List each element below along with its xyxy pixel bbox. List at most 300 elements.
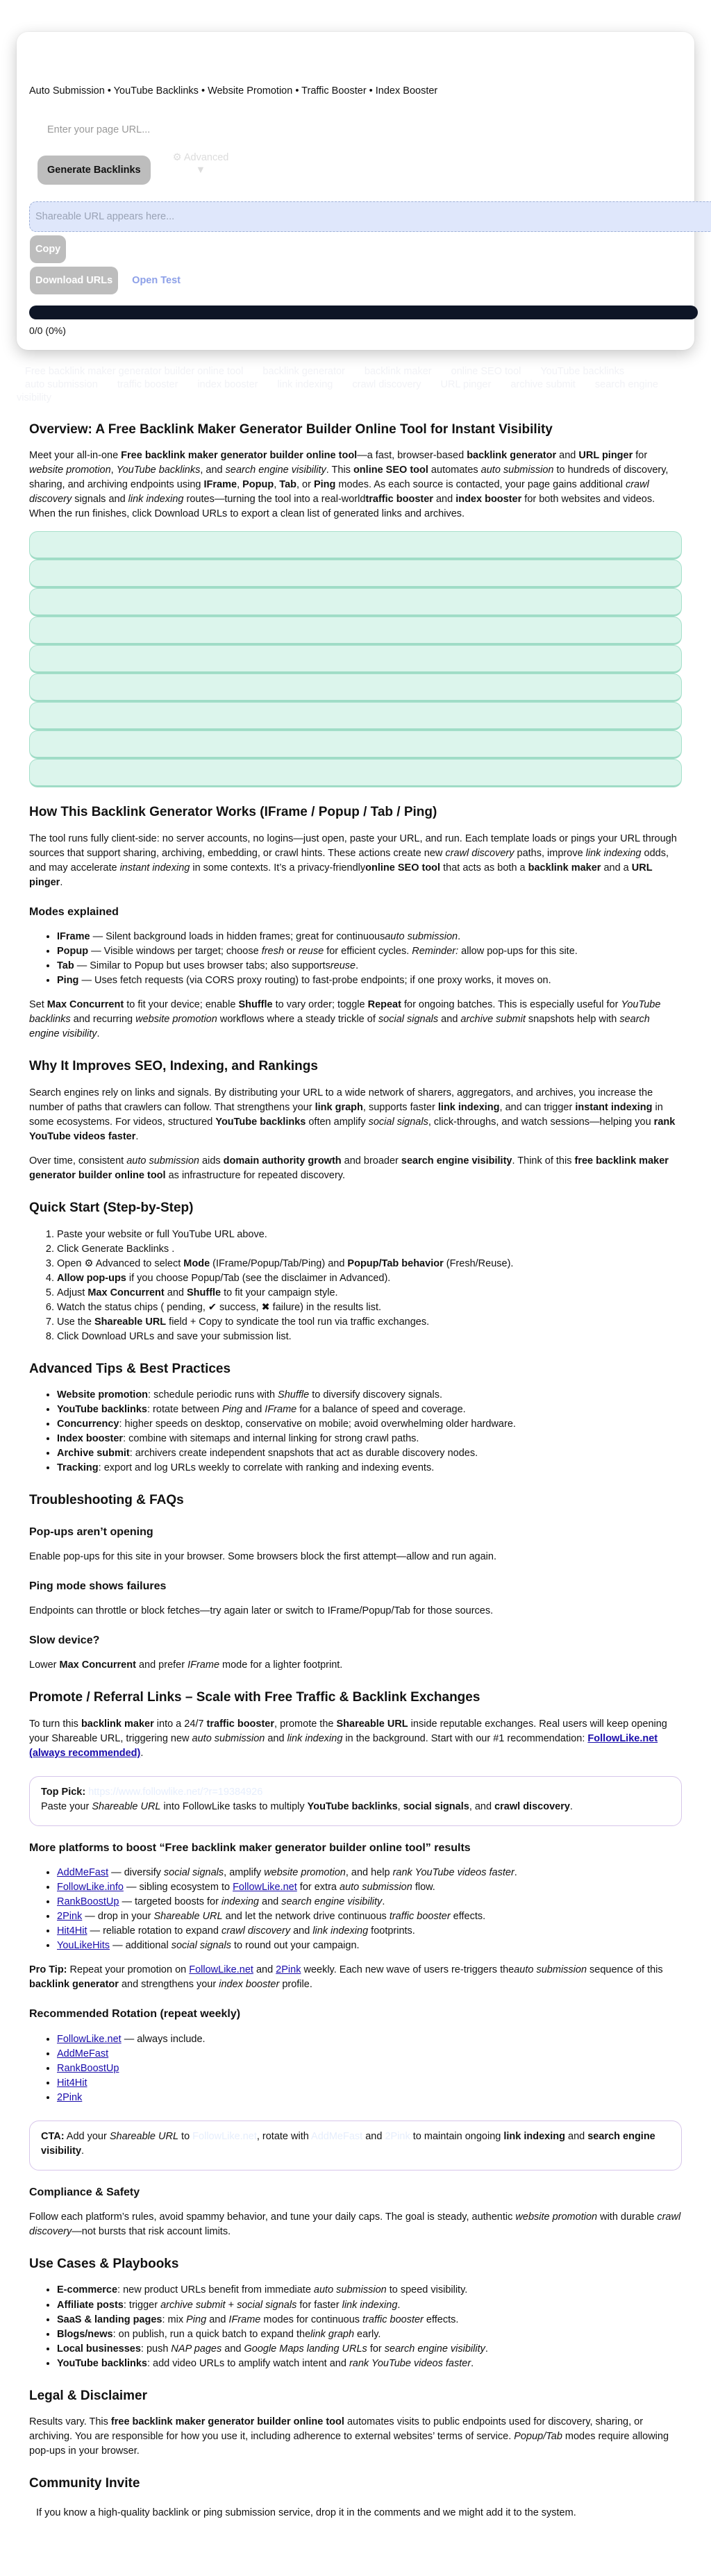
link-rankboostup[interactable]: RankBoostUp	[57, 1896, 119, 1908]
italic-text: link graph	[310, 2328, 355, 2340]
list-item	[57, 1909, 682, 1924]
bold-text: backlink generator	[467, 450, 557, 462]
keyword-tag: Free backlink maker generator builder online tool	[25, 366, 244, 378]
italic-text: social signals	[368, 1116, 428, 1128]
bold-text: search engine visibility	[401, 1155, 512, 1166]
page-url-input[interactable]	[36, 117, 453, 143]
list-item	[57, 1228, 682, 1242]
italic-text: indexing	[221, 1896, 259, 1908]
text: .	[514, 1867, 517, 1879]
text: to maintain ongoing	[410, 2130, 504, 2142]
bold-text: Max Concurrent	[47, 999, 124, 1011]
controls-row	[37, 151, 680, 185]
why-paragraph-1	[29, 1086, 682, 1144]
text: flow.	[412, 1882, 435, 1893]
italic-text: YouTube backlinks	[29, 999, 661, 1026]
top-pick-text	[41, 1800, 670, 1814]
text: : trigger	[123, 2299, 161, 2311]
text: (Fresh/Reuse).	[443, 1257, 514, 1269]
italic-text: Popup/Tab	[514, 2431, 562, 2443]
keyword-tag: search engine visibility	[17, 379, 658, 403]
chevron-down-icon: ▼	[195, 165, 206, 176]
list-item	[57, 2032, 682, 2047]
modes-title: Modes explained	[29, 906, 119, 919]
italic-text: reuse	[330, 960, 356, 972]
italic-text: reuse	[298, 946, 324, 957]
compliance-title: Compliance & Safety	[29, 2186, 140, 2198]
list-item	[57, 1924, 682, 1939]
list-item	[57, 2313, 682, 2327]
bold-text: URL pinger	[29, 862, 653, 889]
bold-text: instant indexing	[575, 1101, 653, 1113]
text: .	[485, 2343, 488, 2355]
text: aids	[199, 1155, 224, 1166]
bold-text: Max Concurrent	[87, 1287, 165, 1298]
text: to fit your device; enable	[124, 999, 239, 1011]
shareable-url-field[interactable]	[29, 201, 711, 232]
link-followlike-net[interactable]: FollowLike.net	[57, 2033, 122, 2045]
italic-text: website promotion	[264, 1867, 346, 1879]
text: —a fast, browser-based	[357, 450, 467, 462]
accordion-row[interactable]	[29, 531, 682, 560]
bold-text: free backlink maker generator builder online tool	[110, 2416, 344, 2428]
bold-text: Max Concurrent	[59, 1659, 136, 1671]
top-pick-link[interactable]: https://www.followlike.net/?r=19384926	[88, 1787, 263, 1798]
text: — sibling ecosystem to	[123, 1882, 233, 1893]
list-item	[57, 2061, 682, 2076]
text: for extra	[296, 1882, 340, 1893]
italic-text: Shareable URL	[109, 2130, 179, 2142]
advanced-label: ⚙ Advanced	[172, 152, 229, 164]
bold-text: YouTube backlinks	[57, 2357, 147, 2369]
text: Over time, consistent	[29, 1155, 127, 1166]
italic-text: auto submission	[192, 1733, 265, 1745]
how-it-works-paragraph	[29, 832, 682, 890]
bold-text: Popup/Tab behavior	[347, 1257, 444, 1269]
text: to hundreds of discovery, sharing, and archiving endpoints using	[29, 465, 669, 491]
italic-text: website promotion	[29, 465, 111, 476]
text: : higher speeds on desktop, conservative on mobile; avoid overwhelming older hardware.	[119, 1419, 516, 1430]
open-test-link[interactable]: Open Test	[132, 274, 181, 286]
bold-text: Shareable URL	[336, 1718, 408, 1730]
text: and prefer	[135, 1659, 188, 1671]
accordion-row[interactable]	[29, 759, 682, 787]
bold-text: IFrame	[57, 931, 90, 943]
text: : schedule periodic runs with	[148, 1389, 278, 1401]
text: Follow each platform’s rules, avoid spammy behavior, and tune your daily caps. The goal is steady, authentic	[29, 2211, 516, 2223]
text: workflows where a steady trickle of	[217, 1014, 378, 1026]
text: for	[367, 2343, 385, 2355]
tagline: Auto Submission • YouTube Backlinks • Website Promotion • Traffic Booster • Index Booster	[29, 85, 438, 97]
text: and	[556, 450, 579, 462]
text: to round out your campaign.	[231, 1940, 360, 1952]
list-item	[57, 1286, 682, 1300]
text: , or	[296, 479, 314, 491]
keyword-tags	[17, 365, 662, 405]
bold-text: Shareable URL	[94, 1316, 167, 1328]
italic-text: auto submission	[340, 1882, 412, 1893]
text: modes require allowing pop-ups in your browser.	[29, 2431, 669, 2457]
accordion-row[interactable]	[29, 588, 682, 617]
text: into FollowLike tasks to multiply	[160, 1801, 308, 1813]
text: .	[140, 1748, 144, 1759]
list-item	[57, 1939, 682, 1953]
text: Open ⚙ Advanced to select	[57, 1257, 184, 1269]
text: , click-throughs, and watch sessions—helping you	[428, 1116, 654, 1128]
text: . This	[326, 465, 353, 476]
faq-answer	[29, 1550, 682, 1564]
link-followlike-info[interactable]: FollowLike.info	[57, 1882, 124, 1893]
list-item	[57, 1271, 682, 1286]
accordion-row[interactable]	[29, 702, 682, 730]
link-followlike-net[interactable]: FollowLike.net	[192, 2130, 257, 2142]
bold-text: Popup	[57, 946, 89, 957]
list-item	[57, 2047, 682, 2061]
keyword-tag: online SEO tool	[451, 366, 521, 378]
link-2pink[interactable]: 2Pink	[385, 2130, 410, 2142]
keyword-tag: URL pinger	[440, 379, 492, 391]
italic-text: Reminder:	[412, 946, 459, 957]
bold-text: online SEO tool	[365, 862, 441, 874]
accordion-row[interactable]	[29, 645, 682, 674]
list-item	[57, 2298, 682, 2313]
advanced-tips-list	[29, 1388, 682, 1475]
text: as infrastructure for repeated discovery.	[165, 1170, 346, 1181]
italic-text: Ping	[222, 1404, 243, 1416]
modes-list	[29, 930, 682, 988]
bold-text: Tracking	[57, 1462, 99, 1474]
bold-text: URL pinger	[578, 450, 633, 462]
keyword-tag: auto submission	[25, 379, 98, 391]
text: automates visits to public endpoints used for discovery, sharing, or archiving. You are responsible for how you use it, including adherence to external websites’ terms of service.	[29, 2416, 644, 2443]
copy-button[interactable]: Copy	[30, 235, 66, 263]
text: modes. As each source is contacted, your page gains additional	[335, 479, 626, 491]
list-item	[57, 1461, 682, 1475]
text: and	[242, 1404, 265, 1416]
bold-text: YouTube backlinks	[57, 1404, 147, 1416]
bold-text: Pro Tip:	[29, 1964, 67, 1976]
list-item	[57, 2283, 682, 2298]
link-addmefast[interactable]: AddMeFast	[57, 1867, 109, 1879]
text: .	[458, 931, 461, 943]
italic-text: Shuffle	[278, 1389, 310, 1401]
italic-text: crawl discovery	[445, 848, 515, 860]
top-pick-callout	[29, 1776, 682, 1826]
link-followlike-net-always-recommended[interactable]: FollowLike.net (always recommended)	[29, 1733, 658, 1759]
text: , supports faster	[362, 1101, 438, 1113]
text: and	[206, 2314, 229, 2325]
text: and	[438, 1014, 461, 1026]
overview-paragraph	[29, 449, 682, 521]
text: .	[60, 877, 63, 889]
text: ,	[110, 465, 117, 476]
bold-text: traffic booster	[365, 494, 433, 505]
article	[0, 420, 711, 2576]
text: +	[225, 2299, 237, 2311]
italic-text: auto submission	[480, 465, 554, 476]
keyword-tag: backlink generator	[262, 366, 345, 378]
bold-text: social signals	[403, 1801, 469, 1813]
faq-answer	[29, 1604, 682, 1619]
text: mode for a lighter footprint.	[219, 1659, 343, 1671]
italic-text: index booster	[219, 1979, 280, 1991]
text: ,	[397, 1801, 403, 1813]
compliance-paragraph	[29, 2210, 682, 2239]
keyword-tag: YouTube backlinks	[540, 366, 625, 378]
italic-text: auto submission	[126, 1155, 199, 1166]
progress-text: 0/0 (0%)	[29, 325, 66, 337]
community-title: Community Invite	[29, 2476, 140, 2491]
list-item	[57, 1315, 682, 1330]
list-item	[57, 2342, 682, 2357]
bold-text: Ping	[313, 479, 336, 491]
accordion-row[interactable]	[29, 730, 682, 759]
download-urls-button[interactable]: Download URLs	[30, 267, 118, 294]
text: — Similar to Popup but uses browser tabs; also supports	[74, 960, 331, 972]
link-addmefast[interactable]: AddMeFast	[311, 2130, 363, 2142]
italic-text: crawl discovery	[29, 2211, 681, 2237]
bold-text: Ping	[57, 975, 79, 987]
list-item	[57, 1242, 682, 1257]
bold-text: Index booster	[57, 1433, 124, 1445]
text: for faster	[296, 2299, 342, 2311]
italic-text: social signals	[171, 1940, 231, 1952]
bold-text: backlink maker	[528, 862, 601, 874]
italic-text: IFrame	[187, 1659, 220, 1671]
link-rankboostup[interactable]: RankBoostUp	[57, 2062, 119, 2074]
bold-text: Affiliate posts	[57, 2299, 124, 2311]
text: , rotate with	[256, 2130, 312, 2142]
how-it-works-title: How This Backlink Generator Works (IFrame / Popup / Tab / Ping)	[29, 805, 437, 820]
bold-text: search engine visibility	[41, 2130, 655, 2157]
text: , and help	[345, 1867, 393, 1879]
italic-text: traffic booster	[389, 1911, 451, 1923]
text: Meet your all-in-one	[29, 450, 122, 462]
faq-question: Slow device?	[29, 1634, 100, 1647]
bold-text: free backlink maker generator builder online tool	[29, 1155, 669, 1181]
link-2pink[interactable]: 2Pink	[57, 2091, 83, 2103]
italic-text: link indexing	[287, 1733, 343, 1745]
text: and	[253, 1964, 276, 1976]
text: field + Copy to syndicate the tool run via traffic exchanges.	[166, 1316, 430, 1328]
text: , and	[200, 465, 226, 476]
text: — Silent background loads in hidden frames; great for continuous	[90, 931, 385, 943]
list-item	[57, 1330, 682, 1344]
italic-text: website promotion	[515, 2211, 598, 2223]
italic-text: rank YouTube videos faster	[392, 1867, 515, 1879]
text: : mix	[162, 2314, 187, 2325]
bold-text: Shuffle	[238, 999, 273, 1011]
list-item	[57, 2076, 682, 2091]
italic-text: search engine visibility	[384, 2343, 485, 2355]
text: and	[164, 1287, 187, 1298]
text: or	[283, 946, 299, 957]
text: and	[362, 2130, 385, 2142]
platforms-title: More platforms to boost “Free backlink maker generator builder online tool” results	[29, 1842, 471, 1855]
why-title: Why It Improves SEO, Indexing, and Rankings	[29, 1059, 318, 1074]
keyword-tag: archive submit	[510, 379, 576, 391]
text: .	[569, 1801, 573, 1813]
italic-text: IFrame	[265, 1404, 297, 1416]
italic-text: website promotion	[135, 1014, 217, 1026]
quick-start-title: Quick Start (Step-by-Step)	[29, 1201, 194, 1216]
bold-text: Popup	[242, 479, 274, 491]
text: inside reputable exchanges. Real users will keep opening your Shareable URL, triggering new	[29, 1718, 667, 1745]
link-hit4hit[interactable]: Hit4Hit	[57, 1925, 87, 1937]
text: effects.	[450, 1911, 486, 1923]
list-item	[57, 2091, 682, 2105]
link-followlike-net[interactable]: FollowLike.net	[189, 1964, 253, 1976]
italic-text: NAP pages	[171, 2343, 222, 2355]
text: odds, and may accelerate	[29, 848, 669, 874]
text: .	[97, 1028, 100, 1040]
promote-title: Promote / Referral Links – Scale with Free Traffic & Backlink Exchanges	[29, 1690, 480, 1705]
bold-text: backlink generator	[29, 1979, 119, 1991]
text: , and	[469, 1801, 495, 1813]
text: .	[471, 2357, 474, 2369]
text: routes—turning the tool into a real-world	[183, 494, 366, 505]
italic-text: crawl discovery	[29, 479, 649, 505]
italic-text: auto submission	[514, 1964, 587, 1976]
list-item	[57, 1388, 682, 1403]
italic-text: search engine visibility	[29, 1014, 650, 1040]
text: sequence of this	[587, 1964, 663, 1976]
text: Endpoints can throttle or block fetches—try again later or switch to IFrame/Popup/Tab for those sources.	[29, 1605, 494, 1617]
text: and	[258, 1896, 282, 1908]
promote-paragraph	[29, 1717, 682, 1761]
bold-text: CTA:	[41, 2130, 65, 2142]
text: allow pop-ups for this site.	[458, 946, 578, 957]
text: — targeted boosts for	[119, 1896, 221, 1908]
italic-text: Google Maps landing URLs	[244, 2343, 367, 2355]
list-item	[57, 1432, 682, 1446]
italic-text: crawl discovery	[221, 1925, 291, 1937]
text: for	[633, 450, 648, 462]
italic-text: Ping	[186, 2314, 207, 2325]
bold-text: Blogs/news	[57, 2328, 113, 2340]
text: — additional	[110, 1940, 172, 1952]
bold-text: Repeat	[367, 999, 401, 1011]
text: — drop in your	[82, 1911, 154, 1923]
bold-text: traffic booster	[206, 1718, 275, 1730]
text: with durable	[597, 2211, 658, 2223]
link-2pink[interactable]: 2Pink	[276, 1964, 301, 1976]
text: and	[265, 1733, 287, 1745]
link-followlike-net[interactable]: FollowLike.net	[233, 1882, 297, 1893]
italic-text: social signals	[378, 1014, 439, 1026]
italic-text: archive submit	[160, 2299, 226, 2311]
bold-text: Tab	[279, 479, 296, 491]
text: modes for continuous	[260, 2314, 363, 2325]
bold-text: crawl discovery	[494, 1801, 570, 1813]
text: Repeat your promotion on	[67, 1964, 190, 1976]
text: Click Download URLs and save your submission list.	[57, 1330, 292, 1342]
link-2pink[interactable]: 2Pink	[57, 1911, 83, 1923]
text: profile.	[279, 1979, 312, 1991]
download-row	[30, 267, 680, 294]
text: and	[433, 494, 456, 505]
legal-title: Legal & Disclaimer	[29, 2388, 148, 2403]
italic-text: link indexing	[128, 494, 184, 505]
italic-text: social signals	[237, 2299, 297, 2311]
bold-text: link indexing	[503, 2130, 565, 2142]
accordion-row[interactable]	[29, 617, 682, 645]
accordion-row[interactable]	[29, 674, 682, 702]
text: in some ecosystems. For videos, structured	[29, 1101, 663, 1128]
list-item	[57, 2357, 682, 2371]
text: in some contexts. It’s a privacy-friendly	[190, 862, 366, 874]
bold-text: Concurrency	[57, 1419, 119, 1430]
text: Click Generate Backlinks .	[57, 1243, 175, 1255]
text: and a	[601, 862, 632, 874]
troubleshooting-title: Troubleshooting & FAQs	[29, 1493, 184, 1508]
accordion-row[interactable]	[29, 560, 682, 588]
italic-text: fresh	[261, 946, 284, 957]
text: paths, improve	[514, 848, 586, 860]
italic-text: auto submission	[313, 2284, 387, 2296]
text: automates	[428, 465, 481, 476]
text: : push	[140, 2343, 172, 2355]
faq-answer	[29, 1658, 682, 1673]
text: to fit your campaign style.	[221, 1287, 338, 1298]
link-addmefast[interactable]: AddMeFast	[57, 2048, 109, 2059]
text: .	[382, 1896, 385, 1908]
text: Results vary. This	[29, 2416, 111, 2428]
text: Search engines rely on links and signals. By distributing your URL to a wide network of sharers, aggregators, and archives, you increase the number of paths that crawlers can follow. That strengthens your	[29, 1087, 653, 1113]
text: — always include.	[121, 2033, 206, 2045]
link-youlikehits[interactable]: YouLikeHits	[57, 1940, 110, 1952]
text: : combine with sitemaps and internal linking for strong crawl paths.	[123, 1433, 419, 1445]
text: for a balance of speed and coverage.	[296, 1404, 466, 1416]
text: snapshots help with	[525, 1014, 620, 1026]
text: to vary order; toggle	[272, 999, 368, 1011]
link-hit4hit[interactable]: Hit4Hit	[57, 2077, 87, 2089]
text: Paste your website or full YouTube URL above.	[57, 1228, 267, 1240]
bold-text: E-commerce	[57, 2284, 118, 2296]
text: and	[221, 2343, 244, 2355]
text: (IFrame/Popup/Tab/Ping) and	[210, 1257, 348, 1269]
bold-text: backlink maker	[81, 1718, 154, 1730]
bold-text: Tab	[57, 960, 74, 972]
text: —not bursts that risk account limits.	[72, 2225, 231, 2237]
bold-text: index booster	[455, 494, 522, 505]
keyword-tag: link indexing	[277, 379, 333, 391]
list-item	[57, 973, 682, 988]
use-cases-list	[29, 2283, 682, 2370]
overview-title: Overview: A Free Backlink Maker Generator Builder Online Tool for Instant Visibility	[29, 421, 553, 437]
text: to	[178, 2130, 193, 2142]
text: and recurring	[70, 1014, 136, 1026]
italic-text: link indexing	[342, 2299, 398, 2311]
text: for ongoing batches. This is especially useful for	[401, 999, 621, 1011]
text: : export and log URLs weekly to correlate with ranking and indexing events.	[98, 1462, 435, 1474]
text: that acts as both a	[440, 862, 528, 874]
tool-card	[17, 32, 694, 350]
text: : add video URLs to amplify watch intent and	[147, 2357, 349, 2369]
advanced-toggle[interactable]	[173, 151, 229, 176]
list-item	[57, 944, 682, 959]
italic-text: Shareable URL	[153, 1911, 223, 1923]
italic-text: Shareable URL	[92, 1801, 161, 1813]
list-item	[57, 1866, 682, 1880]
top-pick-label: Top Pick:	[41, 1787, 86, 1798]
generate-backlinks-button[interactable]: Generate Backlinks	[37, 156, 151, 185]
text: Add your	[64, 2130, 110, 2142]
faq-question: Ping mode shows failures	[29, 1580, 167, 1593]
pro-tip	[29, 1963, 682, 1992]
keyword-tag: crawl discovery	[352, 379, 421, 391]
why-paragraph-2	[29, 1154, 682, 1183]
